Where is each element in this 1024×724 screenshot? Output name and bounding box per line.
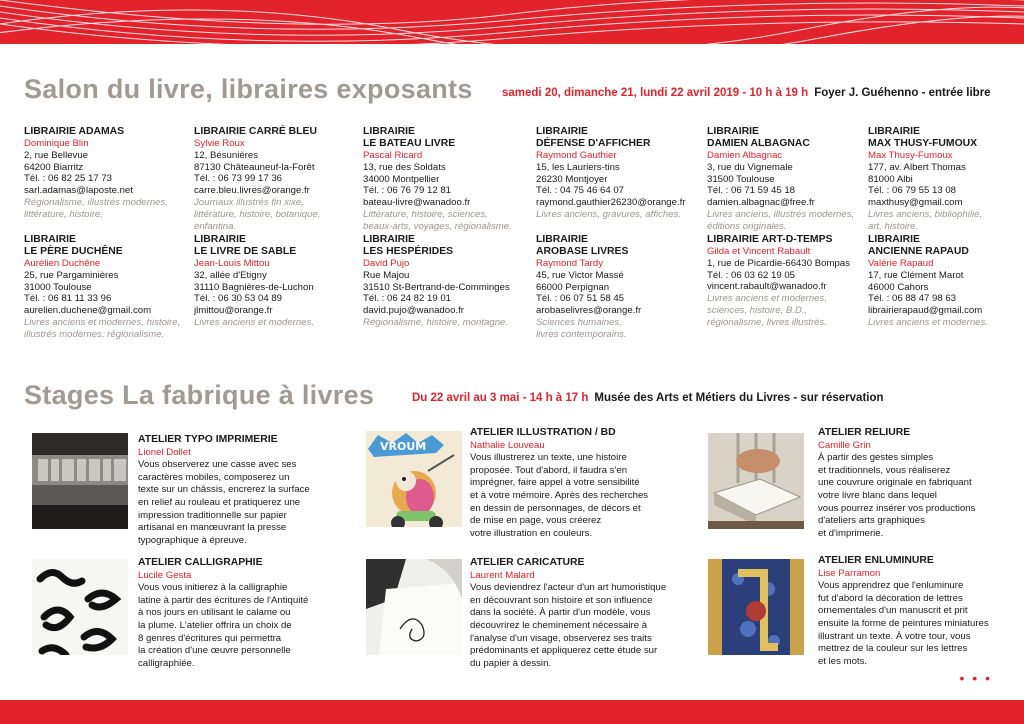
library-detail-line: Tél. : 06 24 82 19 01: [363, 293, 452, 305]
library-detail-line: 31000 Toulouse: [24, 281, 92, 293]
library-detail-line: 2, rue Bellevue: [24, 149, 88, 161]
library-specialties: Livres anciens et modernes, histoire, illustrés modernes, régionalisme.: [24, 316, 181, 340]
atelier-entry: [470, 557, 700, 670]
atelier-instructor: Laurent Malard: [470, 569, 535, 581]
atelier-entry: [470, 427, 700, 540]
library-name: LIBRAIRIE LE PÈRE DUCHÊNE: [24, 234, 123, 257]
library-detail-line: 66000 Perpignan: [536, 281, 610, 293]
library-contact: Aurélien Duchêne: [24, 258, 101, 269]
library-detail-line: Tél. : 06 03 62 19 05: [707, 269, 796, 281]
library-contact: Dominique Blin: [24, 138, 89, 149]
library-contact: Gilda et Vincent Rabault: [707, 246, 811, 257]
library-detail-line: 46000 Cahors: [868, 281, 929, 293]
atelier-description: Vous illustrerez un texte, une histoire proposée. Tout d'abord, il faudra s'en imprégner, faire appel à votre sensibilité et à votre mémoire. Après des recherches en dessin de personnages, de décors et de mise en page, vous créerez votre illustration en couleurs.: [470, 452, 649, 539]
illumination-photo: [708, 559, 804, 655]
library-detail-line: aurelien.duchene@gmail.com: [24, 305, 152, 317]
library-detail-line: 31500 Toulouse: [707, 173, 775, 185]
atelier-title: ATELIER RELIURE: [818, 427, 911, 438]
library-detail-line: damien.albagnac@free.fr: [707, 197, 815, 209]
library-specialties: Littérature, histoire, sciences, beaux-arts, voyages, régionalisme.: [363, 208, 512, 232]
library-detail-line: vincent.rabault@wanadoo.fr: [707, 281, 827, 293]
library-detail-line: raymond.gauthier26230@orange.fr: [536, 197, 686, 209]
library-name: LIBRAIRIE LES HESPÉRIDES: [363, 234, 454, 257]
bottom-decorative-band: [0, 700, 1024, 724]
library-specialties: Livres anciens et modernes, sciences, histoire, B.D., régionalisme, livres illustrés.: [707, 293, 827, 328]
atelier-entry: [138, 557, 368, 670]
library-detail-line: 32, allée d'Etigny: [194, 269, 267, 281]
library-contact: Sylvie Roux: [194, 138, 245, 149]
library-specialties: Livres anciens, illustrés modernes, éditions originales.: [707, 208, 855, 232]
salon-venue: Foyer J. Guéhenno - entrée libre: [814, 87, 991, 99]
library-detail-line: Tél. : 06 88 47 98 63: [868, 293, 957, 305]
library-name: LIBRAIRIE ADAMAS: [24, 126, 125, 137]
library-detail-line: 1, rue de Picardie-66430 Bompas: [707, 257, 850, 269]
salon-subline: [502, 87, 991, 99]
library-detail-line: Rue Majou: [363, 269, 410, 281]
library-detail-line: 31510 St-Bertrand-de-Comminges: [363, 281, 510, 293]
library-entry: [536, 234, 698, 341]
library-entry: [24, 126, 186, 221]
library-detail-line: 87130 Châteauneuf-la-Forêt: [194, 161, 315, 173]
library-specialties: Sciences humaines, livres contemporains.: [536, 316, 627, 340]
calligraphy-photo: [32, 559, 128, 655]
library-detail-line: 31110 Bagnières-de-Luchon: [194, 281, 314, 293]
library-detail-line: 15, les Lauriers-tins: [536, 161, 620, 173]
library-detail-line: Tél. : 06 82 25 17 73: [24, 173, 113, 185]
library-detail-line: 34000 Montpellier: [363, 173, 440, 185]
atelier-instructor: Lionel Dollet: [138, 446, 191, 458]
illustration-photo: [366, 431, 462, 527]
continuation-dots: • • •: [959, 670, 992, 686]
library-contact: Jean-Louis Mittou: [194, 258, 270, 269]
typo-photo: [32, 433, 128, 529]
stages-dates: Du 22 avril au 3 mai - 14 h à 17 h: [412, 392, 589, 404]
stages-venue: Musée des Arts et Métiers du Livres - sur réservation: [594, 392, 884, 404]
library-detail-line: sarl.adamas@laposte.net: [24, 185, 133, 197]
atelier-description: Vous vous initierez à la calligraphie latine à partir des écritures de l'Antiquité à nos jours en utilisant le calame ou la plume. L'atelier offrira un choix de 8 genres d'écritures qui permettra la création d'une œuvre personnelle calligraphiée.: [138, 582, 309, 669]
library-detail-line: jlmittou@orange.fr: [194, 305, 273, 317]
library-detail-line: 17, rue Clément Marot: [868, 269, 964, 281]
library-name: LIBRAIRIE DÉFENSE D'AFFICHER: [536, 126, 651, 149]
library-entry: [536, 126, 698, 221]
library-specialties: Journaux illustrés fin xixe, littérature, histoire, botanique, enfantina.: [194, 196, 321, 232]
atelier-description: Vous apprendrez que l'enluminure fut d'abord la décoration de lettres ornementales d'un manuscrit et prit ensuite la forme de peintures miniatures illustrant un texte. À votre tour, vous mettrez de la couleur sur les lettres et les mots.: [818, 580, 989, 667]
library-entry: [868, 126, 1024, 233]
library-contact: Raymond Gauthier: [536, 150, 617, 161]
atelier-instructor: Lucile Gesta: [138, 569, 192, 581]
atelier-title: ATELIER ILLUSTRATION / BD: [470, 427, 616, 438]
library-name: LIBRAIRIE CARRÉ BLEU: [194, 126, 317, 137]
atelier-instructor: Nathalie Louveau: [470, 439, 545, 451]
library-detail-line: david.pujo@wanadoo.fr: [363, 305, 464, 317]
library-name: LIBRAIRIE DAMIEN ALBAGNAC: [707, 126, 810, 149]
salon-dates: samedi 20, dimanche 21, lundi 22 avril 2019 - 10 h à 19 h: [502, 87, 809, 99]
library-entry: [363, 234, 525, 329]
library-specialties: Livres anciens et modernes.: [194, 316, 314, 328]
library-detail-line: librairierapaud@gmail.com: [868, 305, 983, 317]
library-detail-line: 64200 Biarritz: [24, 161, 84, 173]
svg-text:VROUM: VROUM: [380, 440, 427, 453]
library-contact: Damien Albagnac: [707, 150, 783, 161]
library-name: LIBRAIRIE ANCIENNE RAPAUD: [868, 234, 969, 257]
library-detail-line: 25, rue Pargaminières: [24, 269, 119, 281]
atelier-title: ATELIER CALLIGRAPHIE: [138, 557, 263, 568]
library-detail-line: Tél. : 04 75 46 64 07: [536, 185, 625, 197]
library-detail-line: 3, rue du Vignemale: [707, 161, 793, 173]
library-contact: Max Thusy-Fumoux: [868, 150, 953, 161]
library-name: LIBRAIRIE LE BATEAU LIVRE: [363, 126, 456, 149]
atelier-description: Vous observerez une casse avec ses caractères mobiles, composerez un texte sur un châssis, encrerez la surface en relief au rouleau et pratiquerez une impression traditionnelle sur papier artisanal en manœuvrant la presse typographique à épreuve.: [138, 459, 310, 546]
library-detail-line: arobaselivres@orange.fr: [536, 305, 642, 317]
wave-lines-decoration: [0, 0, 1024, 44]
library-detail-line: Tél. : 06 76 79 12 81: [363, 185, 452, 197]
library-name: LIBRAIRIE AROBASE LIVRES: [536, 234, 629, 257]
library-entry: [363, 126, 525, 233]
library-name: LIBRAIRIE MAX THUSY-FUMOUX: [868, 126, 978, 149]
library-detail-line: 12, Bésunières: [194, 149, 258, 161]
library-detail-line: 45, rue Victor Massé: [536, 269, 624, 281]
library-entry: [707, 126, 869, 233]
stages-subline: [412, 392, 884, 404]
atelier-title: ATELIER CARICATURE: [470, 557, 585, 568]
library-detail-line: maxthusy@gmail.com: [868, 197, 963, 209]
library-specialties: Régionalisme, illustrés modernes, littérature, histoire.: [24, 196, 168, 220]
caricature-photo: [366, 559, 462, 655]
library-detail-line: Tél. : 06 30 53 04 89: [194, 293, 283, 305]
library-detail-line: Tél. : 06 81 11 33 96: [24, 293, 112, 305]
library-specialties: Livres anciens, gravures, affiches.: [536, 208, 682, 220]
library-detail-line: 81000 Albi: [868, 173, 913, 185]
atelier-title: ATELIER ENLUMINURE: [818, 555, 934, 566]
library-contact: Raymond Tardy: [536, 258, 604, 269]
atelier-entry: [818, 555, 1024, 668]
library-contact: David Pujo: [363, 258, 410, 269]
atelier-title: ATELIER TYPO IMPRIMERIE: [138, 434, 278, 445]
top-decorative-band: [0, 0, 1024, 44]
library-detail-line: Tél. : 06 07 51 58 45: [536, 293, 625, 305]
library-detail-line: 13, rue des Soldats: [363, 161, 446, 173]
atelier-entry: [138, 434, 368, 547]
library-entry: [24, 234, 186, 341]
library-detail-line: carre.bleu.livres@orange.fr: [194, 185, 310, 197]
library-detail-line: Tél. : 06 73 99 17 36: [194, 173, 283, 185]
salon-title: Salon du livre, libraires exposants: [24, 74, 473, 104]
library-contact: Pascal Ricard: [363, 150, 423, 161]
atelier-description: Vous deviendrez l'acteur d'un art humoristique en découvrant son histoire et son influence dans la société. À partir d'un modèle, vous découvrirez le cheminement nécessaire à l'analyse d'un visage, observerez ses traits prédominants et appliquerez cette étude sur du papier à dessin.: [470, 582, 667, 669]
library-entry: [707, 234, 869, 329]
library-specialties: Livres anciens, bibliophilie, art, histoire.: [868, 208, 983, 232]
library-entry: [194, 234, 356, 329]
library-name: LIBRAIRIE ART-D-TEMPS: [707, 234, 833, 245]
library-entry: [194, 126, 356, 232]
library-specialties: Livres anciens et modernes.: [868, 316, 988, 328]
library-detail-line: Tél. : 06 71 59 45 18: [707, 185, 796, 197]
library-detail-line: 26230 Montjoyer: [536, 173, 608, 185]
atelier-description: À partir des gestes simples et traditionnels, vous réaliserez une couvrure originale en fabriquant votre livre blanc dans lequel vous pourrez insérer vos productions d'ateliers arts graphiques et d'imprimerie.: [818, 452, 976, 539]
atelier-instructor: Lise Parramon: [818, 567, 881, 579]
library-name: LIBRAIRIE LE LIVRE DE SABLE: [194, 234, 297, 257]
binding-photo: [708, 433, 804, 529]
atelier-entry: [818, 427, 1024, 540]
library-detail-line: Tél. : 06 79 55 13 08: [868, 185, 957, 197]
library-detail-line: 177, av. Albert Thomas: [868, 161, 966, 173]
library-contact: Valérie Rapaud: [868, 258, 934, 269]
library-entry: [868, 234, 1024, 329]
library-specialties: Régionalisme, histoire, montagne.: [363, 316, 509, 328]
stages-title: Stages La fabrique à livres: [24, 380, 375, 410]
library-detail-line: bateau-livre@wanadoo.fr: [363, 197, 471, 209]
atelier-instructor: Camille Grin: [818, 439, 871, 451]
